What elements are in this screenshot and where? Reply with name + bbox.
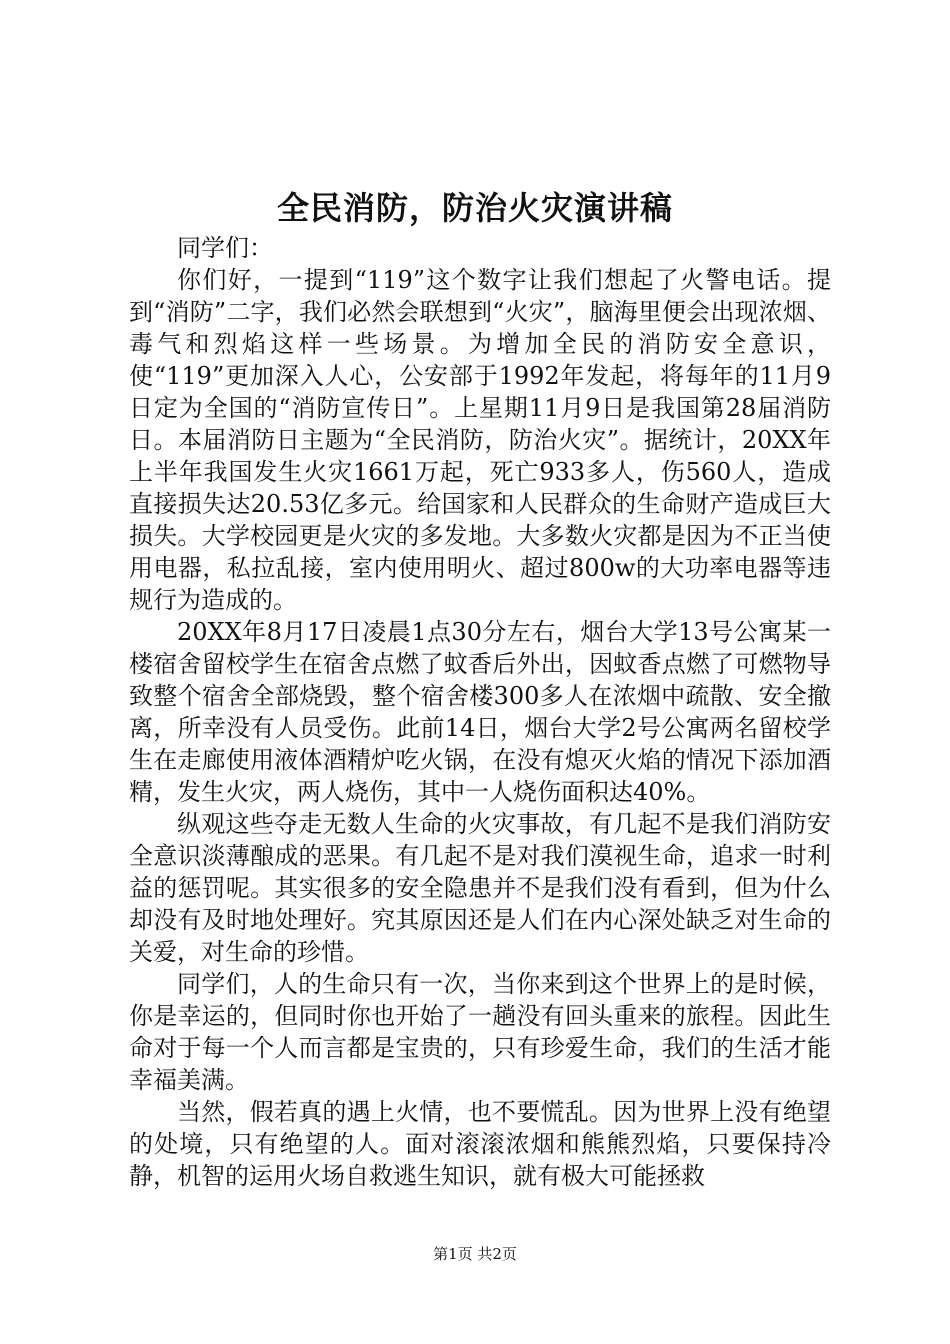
paragraph-salutation: 同学们： bbox=[177, 234, 273, 262]
document-body bbox=[129, 232, 831, 1192]
paragraph: 同学们，人的生命只有一次，当你来到这个世界上的是时候，你是幸运的，但同时你也开始了一趟没有回头重来的旅程。因此生命对于每一个人而言都是宝贵的，只有珍爱生命，我们的生活才能幸福美满。 bbox=[129, 970, 831, 1094]
paragraph: 20XX年8月17日凌晨1点30分左右，烟台大学13号公寓某一楼宿舍留校学生在宿舍点燃了蚊香后外出，因蚊香点燃了可燃物导致整个宿舍全部烧毁，整个宿舍楼300多人在浓烟中疏散、安全撤离，所幸没有人员受伤。此前14日，烟台大学2号公寓两名留校学生在走廊使用液体酒精炉吃火锅，在没有熄灭火焰的情况下添加酒精，发生火灾，两人烧伤，其中一人烧伤面积达40%。 bbox=[129, 618, 831, 806]
paragraph: 你们好，一提到“119”这个数字让我们想起了火警电话。提到“消防”二字，我们必然会联想到“火灾”，脑海里便会出现浓烟、毒气和烈焰这样一些场景。为增加全民的消防安全意识，使“119”更加深入人心，公安部于1992年发起，将每年的11月9日定为全国的“消防宣传日”。上星期11月9日是我国第28届消防日。本届消防日主题为“全民消防，防治火灾”。据统计，20XX年上半年我国发生火灾1661万起，死亡933多人，伤560人，造成直接损失达20.53亿多元。给国家和人民群众的生命财产造成巨大损失。大学校园更是火灾的多发地。大多数火灾都是因为不正当使用电器，私拉乱接，室内使用明火、超过800w的大功率电器等违规行为造成的。 bbox=[129, 266, 831, 614]
document-title: 全民消防，防治火灾演讲稿 bbox=[276, 189, 673, 227]
paragraph: 纵观这些夺走无数人生命的火灾事故，有几起不是我们消防安全意识淡薄酿成的恶果。有几起不是对我们漠视生命，追求一时利益的惩罚呢。其实很多的安全隐患并不是我们没有看到，但为什么却没有及时地处理好。究其原因还是人们在内心深处缺乏对生命的关爱，对生命的珍惜。 bbox=[129, 810, 831, 966]
paragraph: 当然，假若真的遇上火情，也不要慌乱。因为世界上没有绝望的处境，只有绝望的人。面对滚滚浓烟和熊熊烈焰，只要保持冷静，机智的运用火场自救逃生知识，就有极大可能拯救 bbox=[129, 1098, 831, 1190]
page-number-footer: 第1页 共2页 bbox=[433, 1245, 517, 1263]
